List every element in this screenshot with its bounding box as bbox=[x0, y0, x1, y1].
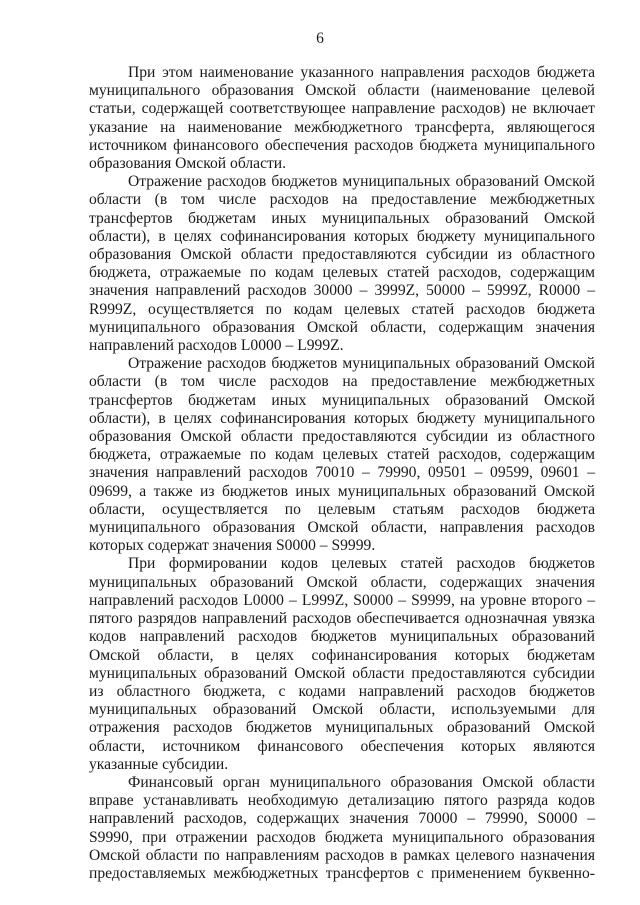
paragraph-s-codes: Отражение расходов бюджетов муниципальных образований Омской области (в том числе расходов на предоставление межбюджетных трансфертов бюджетам иных муниципальных образований Омской области), в целях софинансирования которых бюджету муниципального образования Омской области предоставляются субсидии из областного бюджета, отражаемые по кодам целевых статей расходов, содержащим значения направлений расходов 70010 – 79990, 09501 – 09599, 09601 – 09699, а также из бюджетов иных муниципальных образований Омской области, осуществляется по целевым статьям расходов бюджета муниципального образования Омской области, направления расходов которых содержат значения S0000 – S9999. bbox=[89, 355, 595, 555]
document-body bbox=[89, 64, 595, 883]
paragraph-naming-rule: При этом наименование указанного направления расходов бюджета муниципального образования Омской области (наименование целевой статьи, содержащей соответствующее направление расходов) не включает указание на наименование межбюджетного трансферта, являющегося источником финансового обеспечения расходов бюджета муниципального образования Омской области. bbox=[89, 64, 595, 173]
page-number: 6 bbox=[316, 30, 324, 47]
paragraph-code-linkage: При формировании кодов целевых статей расходов бюджетов муниципальных образований Омской области, содержащих значения направлений расходов L0000 – L999Z, S0000 – S9999, на уровне второго – пятого разрядов направлений расходов обеспечивается однозначная увязка кодов направлений расходов бюджетов муниципальных образований Омской области, в целях софинансирования которых бюджетам муниципальных образований Омской области предоставляются субсидии из областного бюджета, с кодами направлений расходов бюджетов муниципальных образований Омской области, используемыми для отражения расходов бюджетов муниципальных образований Омской области, источником финансового обеспечения которых являются указанные субсидии. bbox=[89, 555, 595, 773]
paragraph-detalization: Финансовый орган муниципального образования Омской области вправе устанавливать необходимую детализацию пятого разряда кодов направлений расходов, содержащих значения 70000 – 79990, S0000 – S9990, при отражении расходов бюджета муниципального образования Омской области по направлениям расходов в рамках целевого назначения предоставляемых межбюджетных трансфертов с применением буквенно- bbox=[89, 773, 595, 882]
paragraph-l-codes: Отражение расходов бюджетов муниципальных образований Омской области (в том числе расходов на предоставление межбюджетных трансфертов бюджетам иных муниципальных образований Омской области), в целях софинансирования которых бюджету муниципального образования Омской области предоставляются субсидии из областного бюджета, отражаемые по кодам целевых статей расходов, содержащим значения направлений расходов 30000 – 3999Z, 50000 – 5999Z, R0000 – R999Z, осуществляется по кодам целевых статей расходов бюджета муниципального образования Омской области, содержащим значения направлений расходов L0000 – L999Z. bbox=[89, 173, 595, 355]
